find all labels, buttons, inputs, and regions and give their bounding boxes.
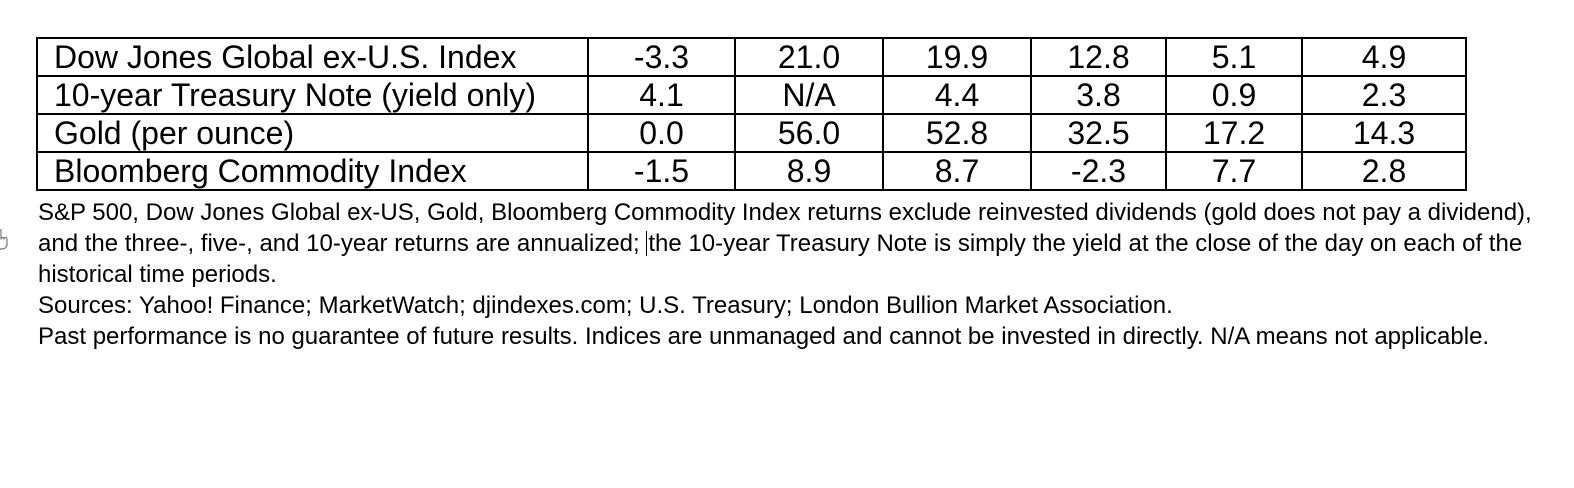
- table-cell: 4.1: [588, 76, 735, 114]
- row-label: Bloomberg Commodity Index: [37, 152, 588, 190]
- table-cell: 56.0: [735, 114, 883, 152]
- footnote-text-part-1: S&P 500, Dow Jones Global ex-US, Gold, Bloomberg Commodity Index returns exclude reinvested dividends (gold does not pay a dividend), and the three-, five-, and 10-year returns are annualized;: [38, 199, 1532, 257]
- table-cell: 12.8: [1031, 38, 1166, 76]
- table-cell: 8.7: [883, 152, 1031, 190]
- row-label: 10-year Treasury Note (yield only): [37, 76, 588, 114]
- sources-text[interactable]: Sources: Yahoo! Finance; MarketWatch; djindexes.com; U.S. Treasury; London Bullion Market Association.: [38, 292, 1173, 319]
- table-row: [37, 38, 1466, 76]
- table-row: [37, 114, 1466, 152]
- returns-table: [36, 37, 1467, 191]
- table-cell: 17.2: [1166, 114, 1302, 152]
- table-cell: 5.1: [1166, 38, 1302, 76]
- table-cell: 8.9: [735, 152, 883, 190]
- disclaimer-text[interactable]: Past performance is no guarantee of future results. Indices are unmanaged and cannot be invested in directly. N/A means not applicable.: [38, 323, 1490, 350]
- row-label: Gold (per ounce): [37, 114, 588, 152]
- table-cell: 0.9: [1166, 76, 1302, 114]
- table-cell: 2.3: [1302, 76, 1466, 114]
- table-cell: 21.0: [735, 38, 883, 76]
- table-cell: -3.3: [588, 38, 735, 76]
- notes-block: [38, 197, 1548, 352]
- hand-pointer-icon: [0, 228, 10, 250]
- footnote-text-part-2: the 10-year Treasury Note is simply the yield at the close of the day on each of the historical time periods.: [38, 230, 1523, 288]
- table-cell: 19.9: [883, 38, 1031, 76]
- table-cell: -1.5: [588, 152, 735, 190]
- table-cell: 52.8: [883, 114, 1031, 152]
- footnote-text[interactable]: [38, 197, 1548, 290]
- table-cell: 7.7: [1166, 152, 1302, 190]
- table-cell: -2.3: [1031, 152, 1166, 190]
- table-row: [37, 152, 1466, 190]
- table-cell: 2.8: [1302, 152, 1466, 190]
- table-cell: 0.0: [588, 114, 735, 152]
- table-cell: 4.9: [1302, 38, 1466, 76]
- table-cell: 14.3: [1302, 114, 1466, 152]
- table-cell: 3.8: [1031, 76, 1166, 114]
- table-cell: 4.4: [883, 76, 1031, 114]
- table-row: [37, 76, 1466, 114]
- table-cell: N/A: [735, 76, 883, 114]
- row-label: Dow Jones Global ex-U.S. Index: [37, 38, 588, 76]
- table-cell: 32.5: [1031, 114, 1166, 152]
